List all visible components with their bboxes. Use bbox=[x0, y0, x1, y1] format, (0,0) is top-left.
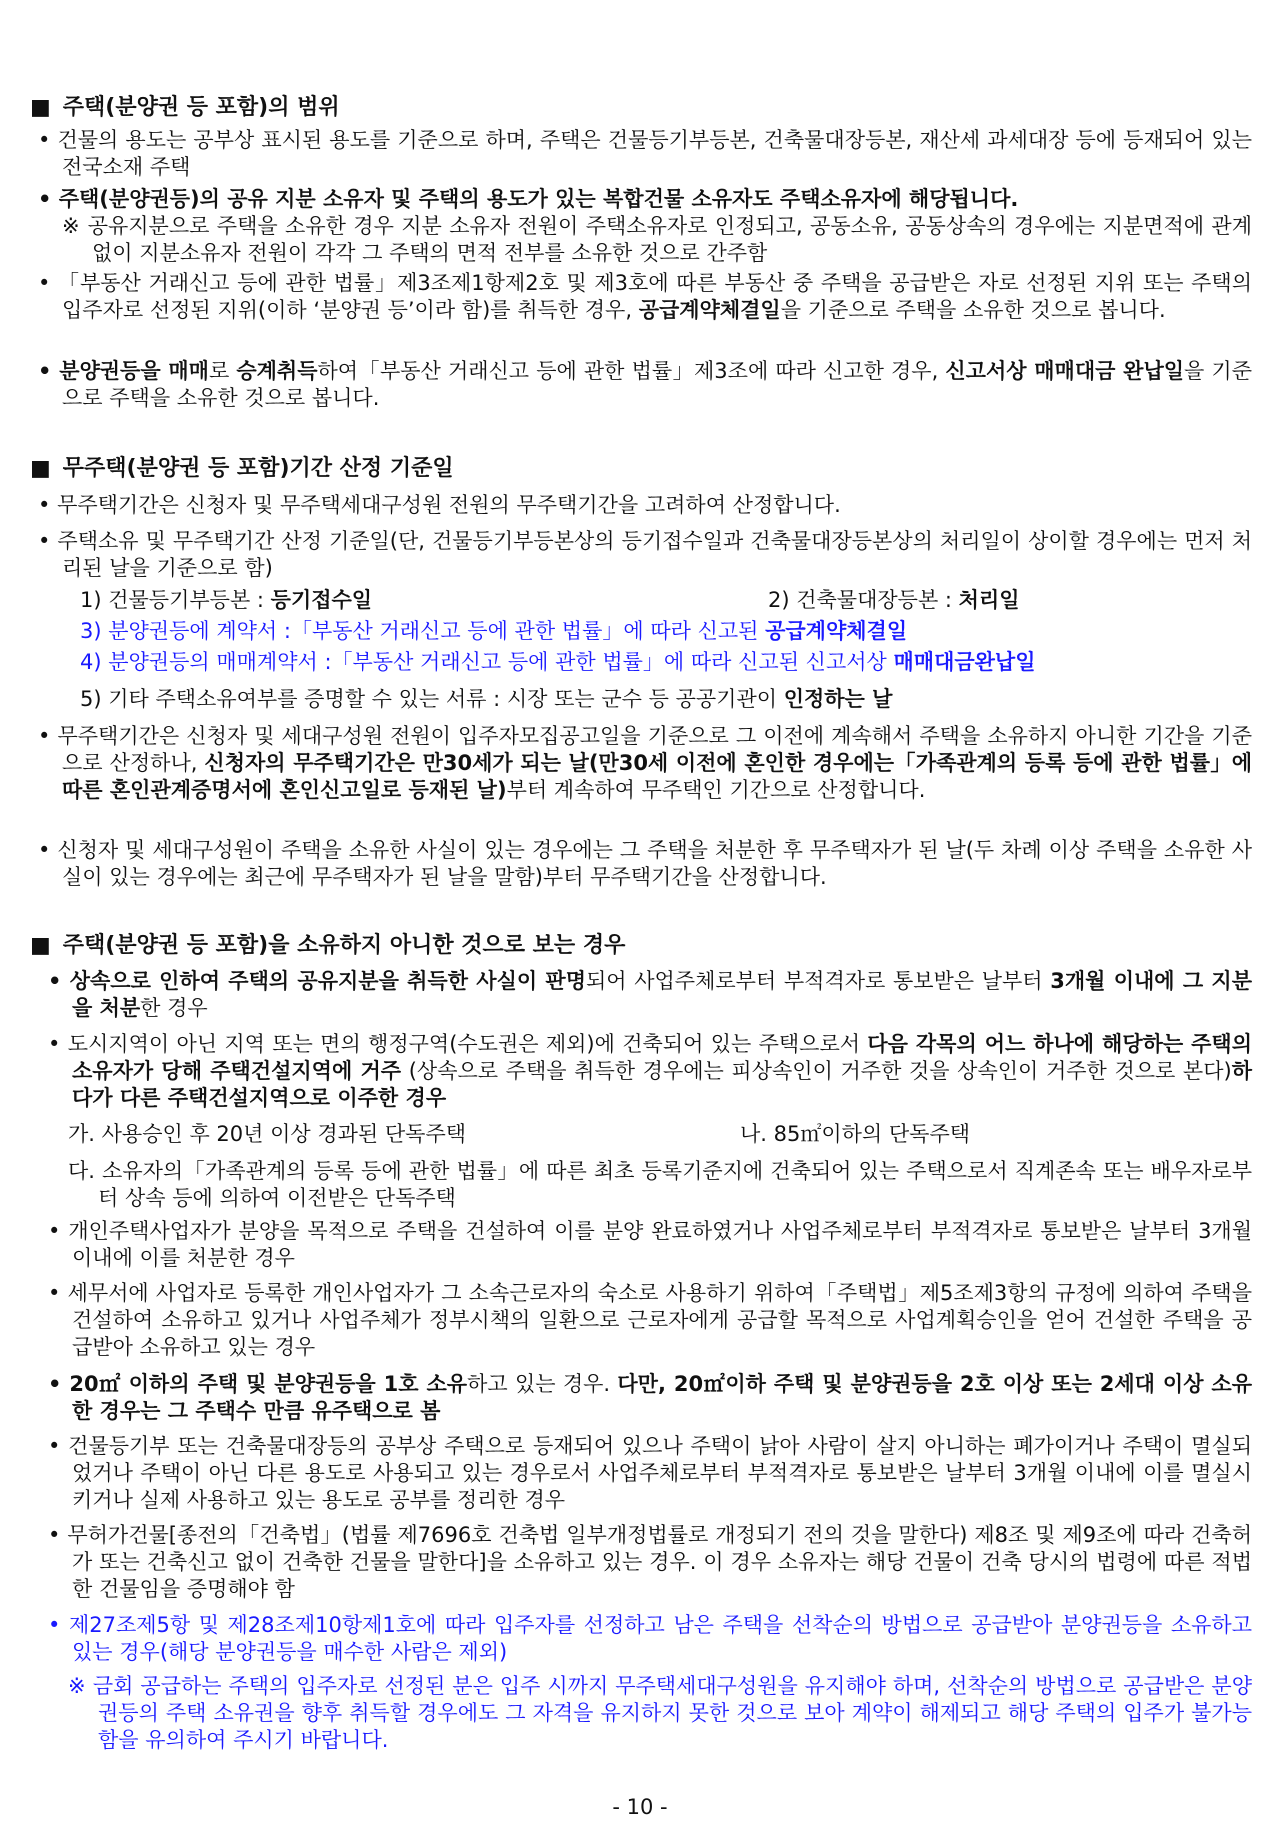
list-item-3: 3) 분양권등에 계약서 :「부동산 거래신고 등에 관한 법률」에 따라 신고된 공급계약체결일 bbox=[80, 619, 908, 643]
bullet-item: • 분양권등을 매매로 승계취득하여「부동산 거래신고 등에 관한 법률」제3조에 따라 신고한 경우, 신고서상 매매대금 완납일을 기준으로 주택을 소유한 것으로 봅니다. bbox=[38, 359, 1253, 410]
list-item-2: 2) 건축물대장등본 : 처리일 bbox=[768, 588, 1020, 612]
list-item-4: 4) 분양권등의 매매계약서 :「부동산 거래신고 등에 관한 법률」에 따라 신고된 신고서상 매매대금완납일 bbox=[80, 650, 1036, 674]
bullet-item: • 무주택기간은 신청자 및 무주택세대구성원 전원의 무주택기간을 고려하여 산정합니다. bbox=[38, 493, 841, 517]
section-title-not-owned: ■ 주택(분양권 등 포함)을 소유하지 아니한 것으로 보는 경우 bbox=[30, 933, 626, 958]
square-bullet-icon: ■ bbox=[30, 933, 51, 958]
bullet-item: • 「부동산 거래신고 등에 관한 법률」제3조제1항제2호 및 제3호에 따른 부동산 중 주택을 공급받은 자로 선정된 지위 또는 주택의 입주자로 선정된 지위(이하 ‘분양권 등’이라 함)를 취득한 경우, 공급계약체결일을 기준으로 주택을 소유한 것으로 봅니다. bbox=[38, 271, 1252, 322]
bullet-item: • 제27조제5항 및 제28조제10항제1호에 따라 입주자를 선정하고 남은 주택을 선착순의 방법으로 공급받아 분양권등을 소유하고 있는 경우(해당 분양권등을 매수한 사람은 제외) bbox=[48, 1613, 1253, 1664]
bullet-item: • 세무서에 사업자로 등록한 개인사업자가 그 소속근로자의 숙소로 사용하기 위하여「주택법」제5조제3항의 규정에 의하여 주택을 건설하여 소유하고 있거나 사업주체가 정부시책의 일환으로 근로자에게 공급할 목적으로 사업계획승인을 얻어 건설한 주택을 공급받아 소유하고 있는 경우 bbox=[48, 1281, 1253, 1359]
sub-item-da: 다. 소유자의「가족관계의 등록 등에 관한 법률」에 따른 최초 등록기준지에 건축되어 있는 주택으로서 직계존속 또는 배우자로부터 상속 등에 의하여 이전받은 단독주택 bbox=[68, 1159, 1252, 1210]
bullet-item: • 신청자 및 세대구성원이 주택을 소유한 사실이 있는 경우에는 그 주택을 처분한 후 무주택자가 된 날(두 차례 이상 주택을 소유한 사실이 있는 경우에는 최근에 무주택자가 된 날을 말함)부터 무주택기간을 산정합니다. bbox=[38, 838, 1252, 889]
list-item-5: 5) 기타 주택소유여부를 증명할 수 있는 서류 : 시장 또는 군수 등 공공기관이 인정하는 날 bbox=[80, 687, 893, 711]
bullet-item: • 무주택기간은 신청자 및 세대구성원 전원이 입주자모집공고일을 기준으로 그 이전에 계속해서 주택을 소유하지 아니한 기간을 기준으로 산정하나, 신청자의 무주택기간은 만30세가 되는 날(만30세 이전에 혼인한 경우에는「가족관계의 등록 등에 관한 법률」에 따른 혼인관계증명서에 혼인신고일로 등재된 날)부터 계속하여 무주택인 기간으로 산정합니다. bbox=[38, 724, 1252, 802]
bullet-item: • 상속으로 인하여 주택의 공유지분을 취득한 사실이 판명되어 사업주체로부터 부적격자로 통보받은 날부터 3개월 이내에 그 지분을 처분한 경우 bbox=[48, 969, 1252, 1020]
note: ※ 금회 공급하는 주택의 입주자로 선정된 분은 입주 시까지 무주택세대구성원을 유지해야 하며, 선착순의 방법으로 공급받은 분양권등의 주택 소유권을 향후 취득할 경우에도 그 자격을 유지하지 못한 것으로 보아 계약이 해제되고 해당 주택의 입주가 불가능함을 유의하여 주시기 바랍니다. bbox=[68, 1674, 1252, 1752]
bullet-item: • 무허가건물[종전의「건축법」(법률 제7696호 건축법 일부개정법률로 개정되기 전의 것을 말한다) 제8조 및 제9조에 따라 건축허가 또는 건축신고 없이 건축한 건물을 말한다]을 소유하고 있는 경우. 이 경우 소유자는 해당 건물이 건축 당시의 법령에 따른 적법한 건물임을 증명해야 함 bbox=[48, 1523, 1252, 1601]
bullet-item: • 개인주택사업자가 분양을 목적으로 주택을 건설하여 이를 분양 완료하였거나 사업주체로부터 부적격자로 통보받은 날부터 3개월 이내에 이를 처분한 경우 bbox=[48, 1219, 1253, 1270]
sub-item-na: 나. 85㎡이하의 단독주택 bbox=[740, 1122, 971, 1146]
bullet-item: • 주택소유 및 무주택기간 산정 기준일(단, 건물등기부등본상의 등기접수일과 건축물대장등본상의 처리일이 상이할 경우에는 먼저 처리된 날을 기준으로 함) bbox=[38, 529, 1253, 580]
section-title-period-basis: ■ 무주택(분양권 등 포함)기간 산정 기준일 bbox=[30, 456, 454, 481]
bullet-item: • 도시지역이 아닌 지역 또는 면의 행정구역(수도권은 제외)에 건축되어 있는 주택으로서 다음 각목의 어느 하나에 해당하는 주택의 소유자가 당해 주택건설지역에 거주 (상속으로 주택을 취득한 경우에는 피상속인이 거주한 것을 상속인이 거주한 것으로 본다)하다가 다른 주택건설지역으로 이주한 경우 bbox=[48, 1032, 1252, 1110]
square-bullet-icon: ■ bbox=[30, 456, 51, 481]
page-number: - 10 - bbox=[612, 1795, 668, 1819]
bullet-item: • 건물등기부 또는 건축물대장등의 공부상 주택으로 등재되어 있으나 주택이 낡아 사람이 살지 아니하는 폐가이거나 주택이 멸실되었거나 주택이 아닌 다른 용도로 사용되고 있는 경우로서 사업주체로부터 부적격자로 통보받은 날부터 3개월 이내에 이를 멸실시키거나 실제 사용하고 있는 용도로 공부를 정리한 경우 bbox=[48, 1434, 1253, 1512]
bullet-item: • 건물의 용도는 공부상 표시된 용도를 기준으로 하며, 주택은 건물등기부등본, 건축물대장등본, 재산세 과세대장 등에 등재되어 있는 전국소재 주택 bbox=[38, 128, 1252, 179]
square-bullet-icon: ■ bbox=[30, 95, 51, 120]
sub-item-ga: 가. 사용승인 후 20년 이상 경과된 단독주택 bbox=[68, 1122, 467, 1146]
list-item-1: 1) 건물등기부등본 : 등기접수일 bbox=[80, 588, 373, 612]
bullet-item: • 주택(분양권등)의 공유 지분 소유자 및 주택의 용도가 있는 복합건물 소유자도 주택소유자에 해당됩니다. bbox=[38, 187, 1019, 211]
section-title-housing-scope: ■ 주택(분양권 등 포함)의 범위 bbox=[30, 95, 340, 120]
bullet-item: • 20㎡ 이하의 주택 및 분양권등을 1호 소유하고 있는 경우. 다만, 20㎡이하 주택 및 분양권등을 2호 이상 또는 2세대 이상 소유한 경우는 그 주택수 만큼 유주택으로 봄 bbox=[48, 1372, 1252, 1423]
note: ※ 공유지분으로 주택을 소유한 경우 지분 소유자 전원이 주택소유자로 인정되고, 공동소유, 공동상속의 경우에는 지분면적에 관계없이 지분소유자 전원이 각각 그 주택의 면적 전부를 소유한 것으로 간주함 bbox=[62, 214, 1252, 265]
